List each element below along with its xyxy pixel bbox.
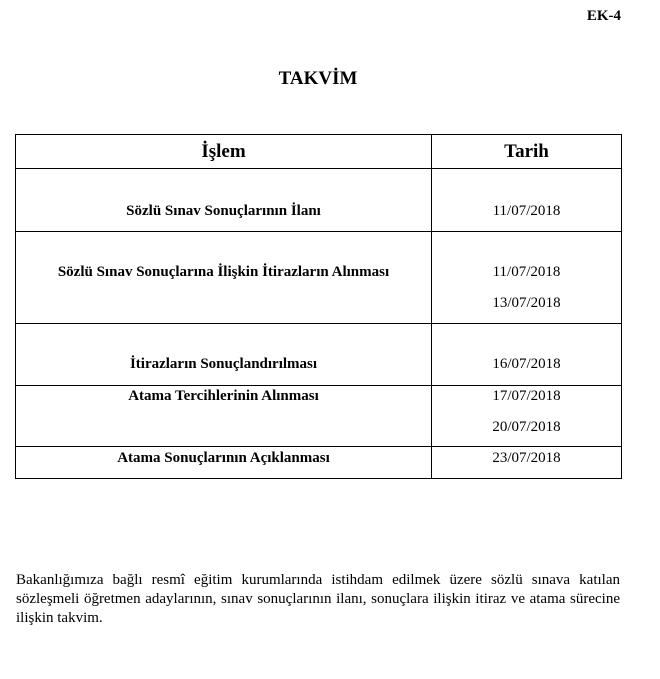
table-row: [16, 386, 622, 447]
table-row: [16, 169, 622, 232]
table-row: [16, 447, 622, 479]
header-date: Tarih: [432, 135, 622, 169]
table-row: [16, 324, 622, 386]
date-value: 16/07/2018: [492, 356, 561, 372]
date-value: 20/07/2018: [492, 419, 561, 435]
process-label: Sözlü Sınav Sonuçlarının İlanı: [126, 203, 321, 219]
date-cell: [432, 324, 622, 386]
process-cell: [16, 324, 432, 386]
process-cell: [16, 169, 432, 232]
table-row: [16, 232, 622, 324]
table-header-row: [16, 135, 622, 169]
process-label: Sözlü Sınav Sonuçlarına İlişkin İtirazların Alınması: [57, 264, 390, 280]
date-cell: [432, 447, 622, 479]
process-cell: [16, 386, 432, 447]
annex-label: EK-4: [586, 8, 621, 24]
process-label: İtirazların Sonuçlandırılması: [129, 356, 318, 372]
date-cell: [432, 232, 622, 324]
process-label: Atama Tercihlerinin Alınması: [128, 388, 319, 404]
process-cell: [16, 232, 432, 324]
date-value: 17/07/2018: [492, 388, 561, 404]
header-process: İşlem: [16, 135, 432, 169]
date-cell: [432, 386, 622, 447]
date-value: 23/07/2018: [492, 450, 561, 466]
description-paragraph: Bakanlığımıza bağlı resmî eğitim kurumlarında istihdam edilmek üzere sözlü sınava katılan sözleşmeli öğretmen adaylarının, sınav sonuçlarının ilanı, sonuçlara ilişkin itiraz ve atama sürecine ilişkin takvim.: [16, 572, 620, 626]
calendar-table: [15, 134, 622, 479]
date-value: 13/07/2018: [492, 295, 561, 311]
process-cell: [16, 447, 432, 479]
document-title: TAKVİM: [278, 68, 358, 89]
date-cell: [432, 169, 622, 232]
process-label: Atama Sonuçlarının Açıklanması: [117, 450, 330, 466]
date-value: 11/07/2018: [492, 264, 561, 280]
date-value: 11/07/2018: [492, 203, 561, 219]
